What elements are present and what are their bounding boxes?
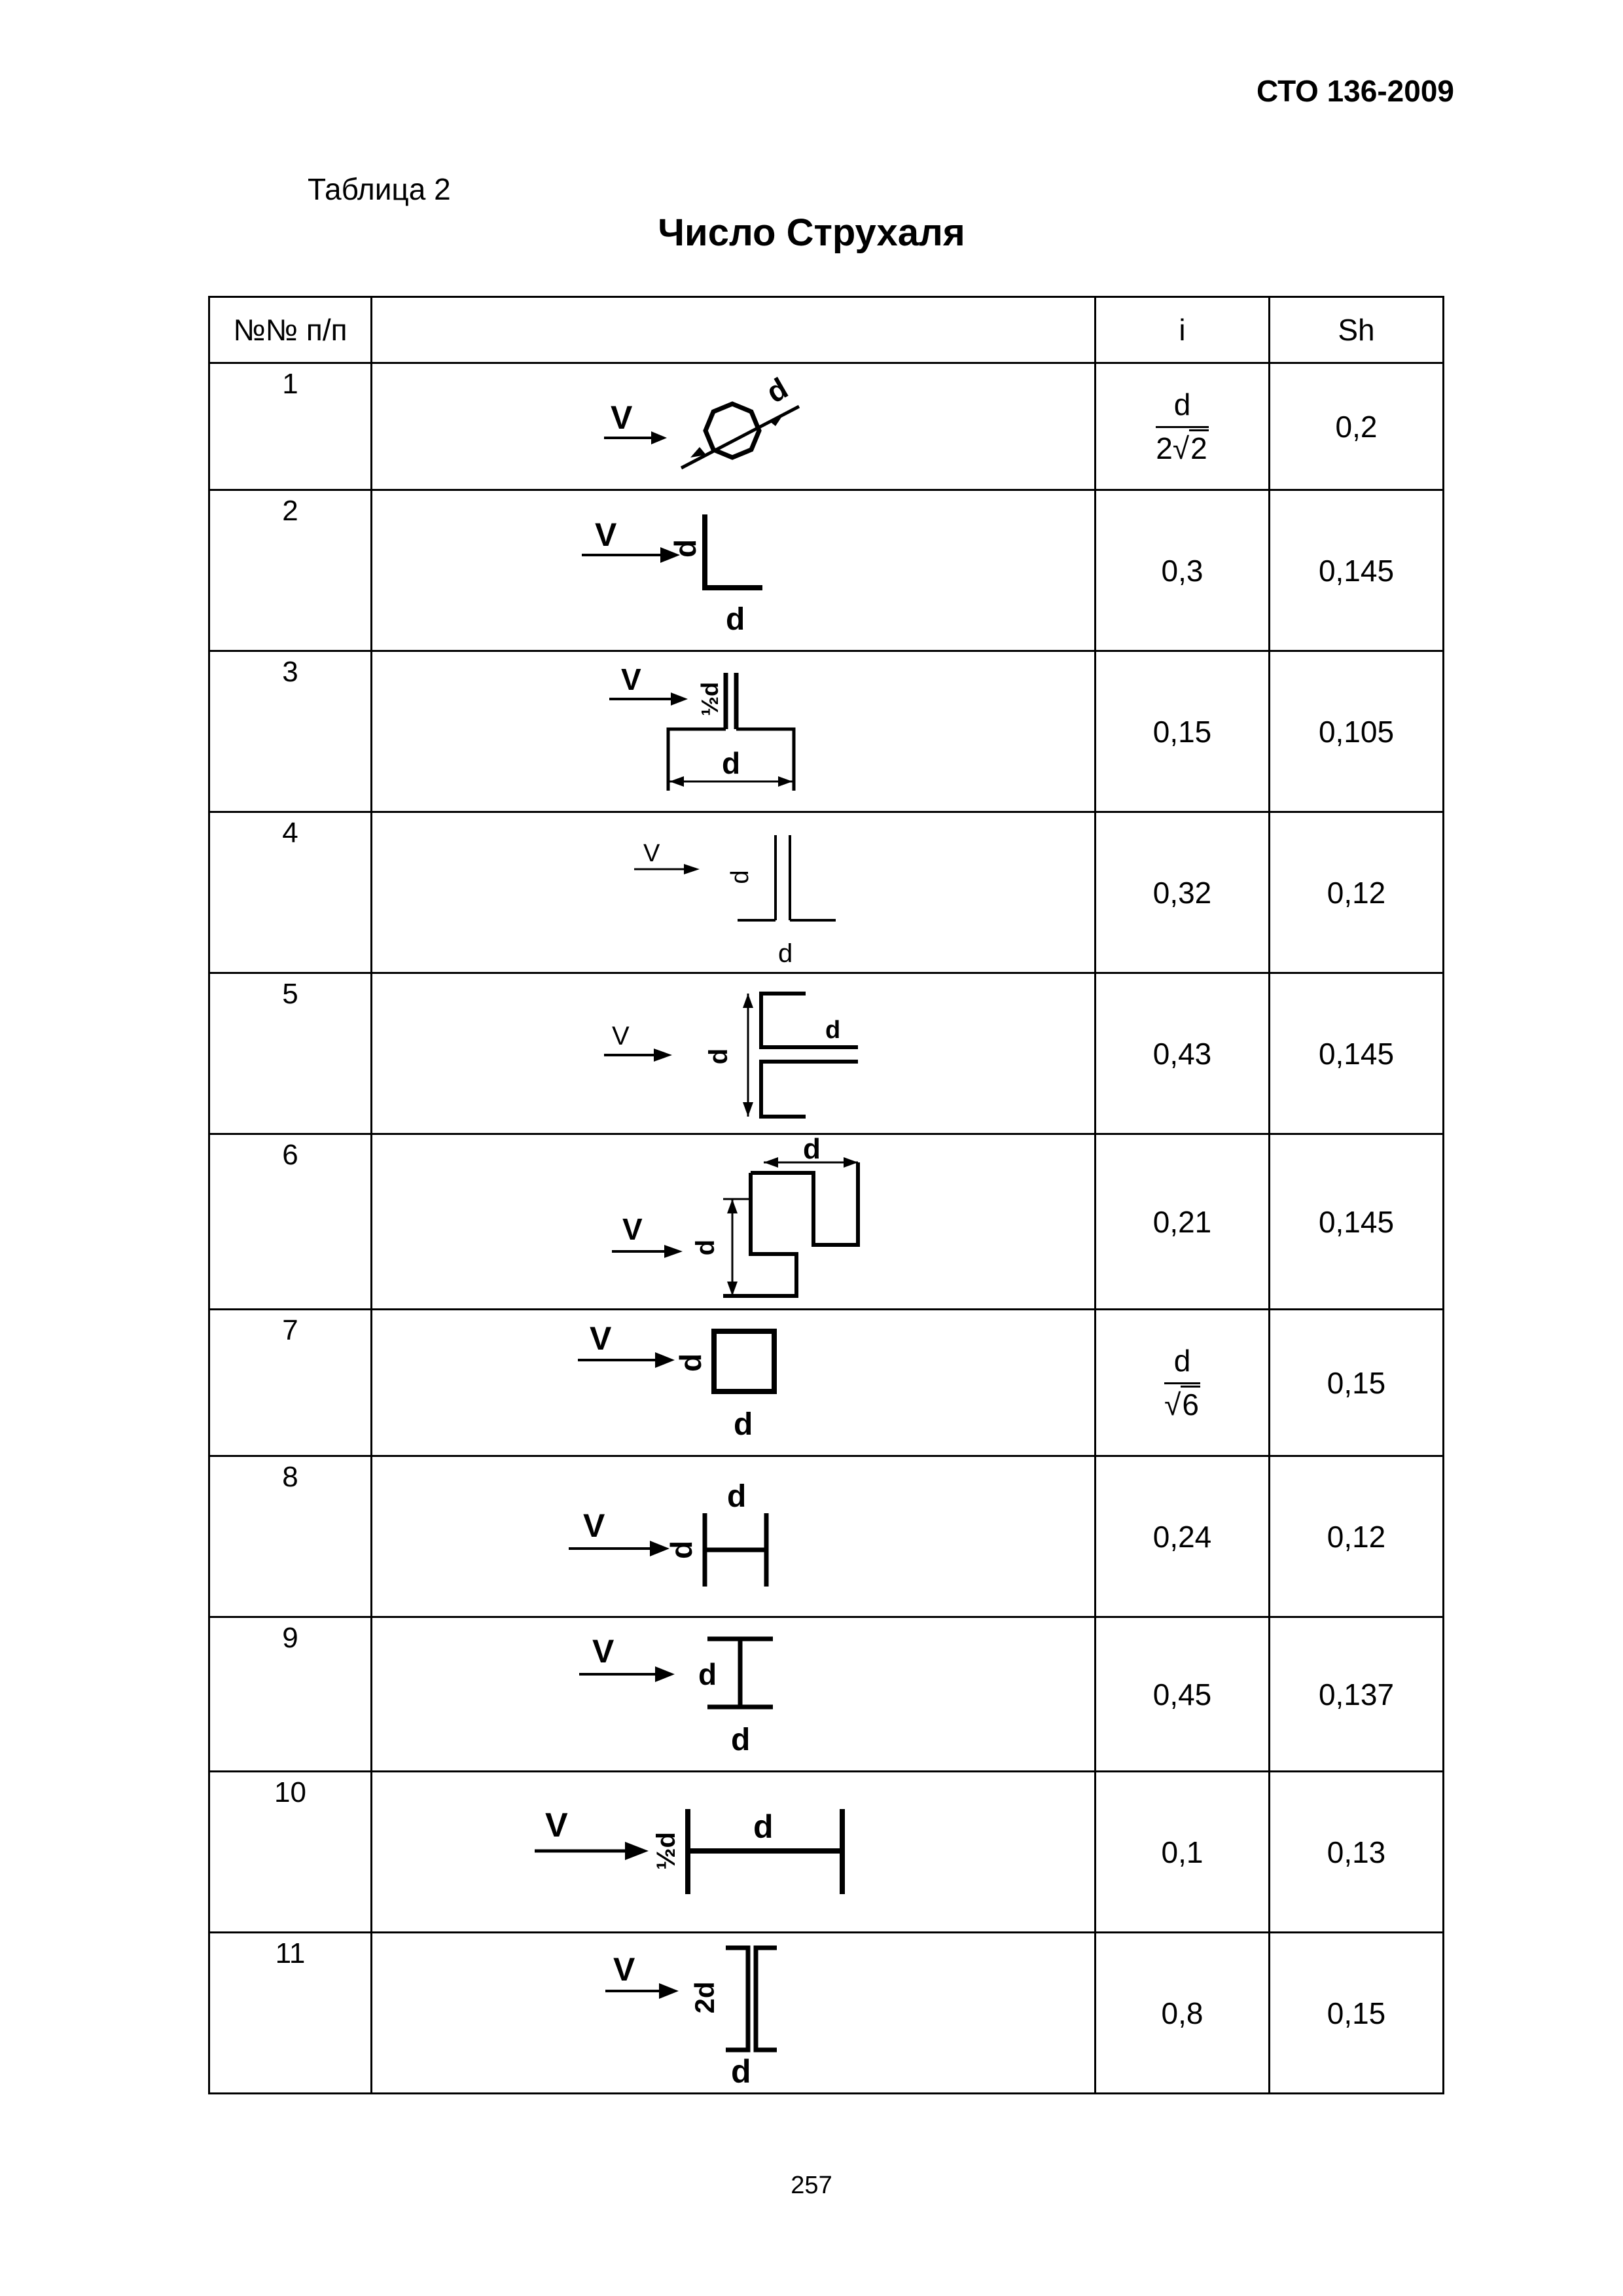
svg-text:d: d (733, 1407, 753, 1442)
figure-angle (372, 490, 1096, 651)
i-value: 0,1 (1096, 1772, 1270, 1933)
tee-section-drawing (374, 653, 1094, 810)
sh-value: 0,145 (1270, 490, 1444, 651)
table-caption: Таблица 2 (308, 172, 451, 206)
table-row (209, 1933, 1444, 2094)
svg-text:V: V (611, 1021, 630, 1050)
figure-wide-h-section (372, 1772, 1096, 1933)
row-number: 6 (209, 1134, 372, 1310)
angle-section-drawing (374, 492, 1094, 649)
sh-value: 0,15 (1270, 1310, 1444, 1456)
row-number: 7 (209, 1310, 372, 1456)
svg-text:V: V (594, 516, 616, 553)
svg-text:V: V (613, 1950, 635, 1988)
zee-section-drawing (374, 1136, 1094, 1308)
dimension-label: d (760, 370, 793, 410)
svg-text:d: d (730, 2053, 751, 2090)
row-number: 2 (209, 490, 372, 651)
table-row (209, 1456, 1444, 1617)
table-row (209, 1310, 1444, 1456)
strouhal-table (208, 296, 1444, 2094)
table-header-row (209, 297, 1444, 363)
svg-text:d: d (753, 1808, 774, 1845)
i-section-drawing (374, 1619, 1094, 1770)
sh-value: 0,145 (1270, 973, 1444, 1134)
i-value: 0,3 (1096, 490, 1270, 651)
svg-text:d: d (721, 745, 740, 780)
svg-text:V: V (592, 1632, 614, 1670)
i-value: 0,21 (1096, 1134, 1270, 1310)
double-channel-drawing (374, 1935, 1094, 2092)
i-value: 0,15 (1096, 651, 1270, 812)
table-row (209, 1772, 1444, 1933)
i-value: 0,43 (1096, 973, 1270, 1134)
header-figure (372, 297, 1096, 363)
svg-text:d: d (730, 1722, 750, 1757)
sh-value: 0,15 (1270, 1933, 1444, 2094)
svg-text:d: d (777, 939, 793, 968)
table-row (209, 1134, 1444, 1310)
i-value: $\frac{d}{2√2}$ (1096, 363, 1270, 490)
svg-text:V: V (643, 839, 660, 867)
figure-octagon (372, 363, 1096, 490)
svg-text:V: V (620, 662, 641, 696)
svg-text:d: d (725, 601, 745, 637)
svg-text:d: d (726, 869, 754, 884)
sh-value: 0,145 (1270, 1134, 1444, 1310)
svg-text:d: d (668, 539, 702, 558)
svg-text:d: d (698, 1657, 717, 1691)
table-row (209, 651, 1444, 812)
header-i: i (1096, 297, 1270, 363)
h-section-drawing (374, 1458, 1094, 1615)
wide-h-section-drawing (374, 1774, 1094, 1931)
row-number: 8 (209, 1456, 372, 1617)
svg-text:½d: ½d (651, 1831, 681, 1870)
table-row (209, 812, 1444, 973)
i-value: 0,8 (1096, 1933, 1270, 2094)
velocity-label: V (610, 399, 632, 436)
i-value: 0,24 (1096, 1456, 1270, 1617)
table-row (209, 1617, 1444, 1772)
square-section-drawing (374, 1312, 1094, 1454)
row-number: 11 (209, 1933, 372, 2094)
document-code: СТО 136-2009 (1257, 74, 1454, 108)
svg-text:d: d (673, 1353, 707, 1372)
sh-value: 0,13 (1270, 1772, 1444, 1933)
svg-text:d: d (825, 1016, 840, 1044)
figure-bracket (372, 973, 1096, 1134)
sh-value: 0,105 (1270, 651, 1444, 812)
figure-i-section (372, 1617, 1096, 1772)
svg-text:d: d (690, 1239, 720, 1255)
i-value: 0,45 (1096, 1617, 1270, 1772)
figure-h-section (372, 1456, 1096, 1617)
svg-text:V: V (589, 1319, 611, 1357)
bracket-section-drawing (374, 975, 1094, 1132)
svg-text:d: d (726, 1479, 746, 1514)
row-number: 1 (209, 363, 372, 490)
svg-text:V: V (582, 1507, 605, 1544)
row-number: 5 (209, 973, 372, 1134)
sh-value: 0,12 (1270, 812, 1444, 973)
figure-double-channel (372, 1933, 1096, 2094)
double-tee-drawing (374, 814, 1094, 971)
svg-text:V: V (622, 1211, 643, 1246)
i-value: $\frac{d}{√6}$ (1096, 1310, 1270, 1456)
table-row (209, 973, 1444, 1134)
row-number: 4 (209, 812, 372, 973)
header-sh: Sh (1270, 297, 1444, 363)
sh-value: 0,137 (1270, 1617, 1444, 1772)
row-number: 3 (209, 651, 372, 812)
octagon-section-drawing (374, 365, 1094, 489)
i-value: 0,32 (1096, 812, 1270, 973)
svg-text:½d: ½d (696, 681, 723, 716)
figure-double-tee (372, 812, 1096, 973)
table-row (209, 490, 1444, 651)
sh-value: 0,2 (1270, 363, 1444, 490)
row-number: 10 (209, 1772, 372, 1933)
table-row (209, 363, 1444, 490)
svg-text:2d: 2d (688, 1981, 720, 2014)
figure-tee (372, 651, 1096, 812)
svg-text:d: d (704, 1048, 733, 1064)
page-number: 257 (791, 2172, 832, 2199)
row-number: 9 (209, 1617, 372, 1772)
svg-text:V: V (544, 1806, 568, 1844)
figure-square (372, 1310, 1096, 1456)
table-title: Число Струхаля (658, 211, 965, 254)
figure-zee (372, 1134, 1096, 1310)
header-num: №№ п/п (209, 297, 372, 363)
svg-text:d: d (664, 1540, 698, 1559)
sh-value: 0,12 (1270, 1456, 1444, 1617)
svg-text:d: d (802, 1136, 821, 1165)
